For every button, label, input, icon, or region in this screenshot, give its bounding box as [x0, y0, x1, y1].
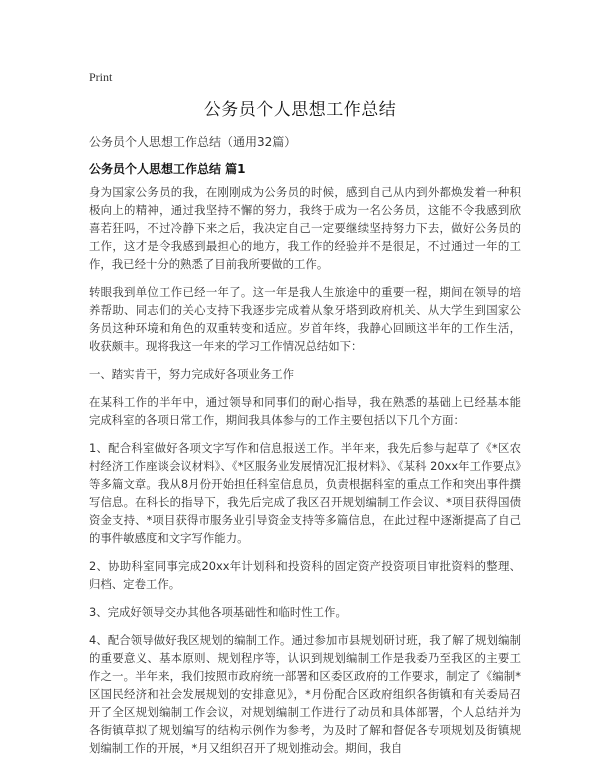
paragraph-1: 身为国家公务员的我，在刚刚成为公务员的时候，感到自己从内到外都焕发着一种积极向上的精神，通过我坚持不懈的努力，我终于成为一名公务员，这能不令我感到欣喜若狂吗，不过冷静下来之后，我决定自己一定要继续坚持努力下去，做好公务员的工作，这才是令我感到最担心的地方，我工作的经验并不是很足，不过通过一年的工作，我已经十分的熟悉了目前我所要做的工作。 [89, 185, 521, 271]
print-label[interactable]: Print [89, 70, 113, 84]
paragraph-8: 4、配合领导做好我区规划的编制工作。通过参加市县规划研讨班，我了解了规划编制的重要意义、基本原则、规划程序等，认识到规划编制工作是我委乃至我区的主要工作之一。半年来，我们按照市政府统一部署和区委区政府的工作要求，制定了《编制*区国民经济和社会发展规划的安排意见》，*月份配合区政府组织各街镇和有关委局召开了全区规划编制工作会议，对规划编制工作进行了动员和具体部署，个人总结并为各街镇草拟了规划编写的结构示例作为参考，为及时了解和督促各专项规划及街镇规划编制工作的开展，*月又组织召开了规划推动会。期间，我自 [89, 633, 521, 755]
document-subtitle: 公务员个人思想工作总结（通用32篇） [89, 135, 297, 149]
paragraph-7: 3、完成好领导交办其他各项基础性和临时性工作。 [89, 605, 347, 619]
document-title: 公务员个人思想工作总结 [203, 100, 397, 120]
document-body [89, 183, 521, 767]
paragraph-5: 1、配合科室做好各项文字写作和信息报送工作。半年来，我先后参与起草了《*区农村经济工作座谈会议材料》、《*区服务业发展情况汇报材料》、《某科 20xx年工作要点》等多篇文章。我从8月份开始担任科室信息员，负责根据科室的重点工作和突出事件撰写信息。在科长的指导下，我先后完成了我区召开规划编制工作会议、*项目获得国债资金支持、*项目获得市服务业引导资金支持等多篇信息，在此过程中逐渐提高了自己的事件敏感度和文字写作能力。 [89, 441, 521, 545]
section-heading: 公务员个人思想工作总结 篇1 [89, 162, 246, 176]
paragraph-2: 转眼我到单位工作已经一年了。这一年是我人生旅途中的重要一程，期间在领导的培养帮助、同志们的关心支持下我逐步完成着从象牙塔到政府机关、从大学生到国家公务员这种环境和角色的双重转变和适应。岁首年终，我静心回顾这半年的工作生活，收获颇丰。现将我这一年来的学习工作情况总结如下： [89, 285, 521, 353]
paragraph-4: 在某科工作的半年中，通过领导和同事们的耐心指导，我在熟悉的基础上已经基本能完成科室的各项日常工作，期间我具体参与的工作主要包括以下几个方面： [89, 395, 521, 427]
paragraph-6: 2、协助科室同事完成20xx年计划科和投资科的固定资产投资项目审批资料的整理、归档、定卷工作。 [89, 559, 521, 591]
paragraph-3: 一、踏实肯干，努力完成好各项业务工作 [89, 367, 295, 381]
